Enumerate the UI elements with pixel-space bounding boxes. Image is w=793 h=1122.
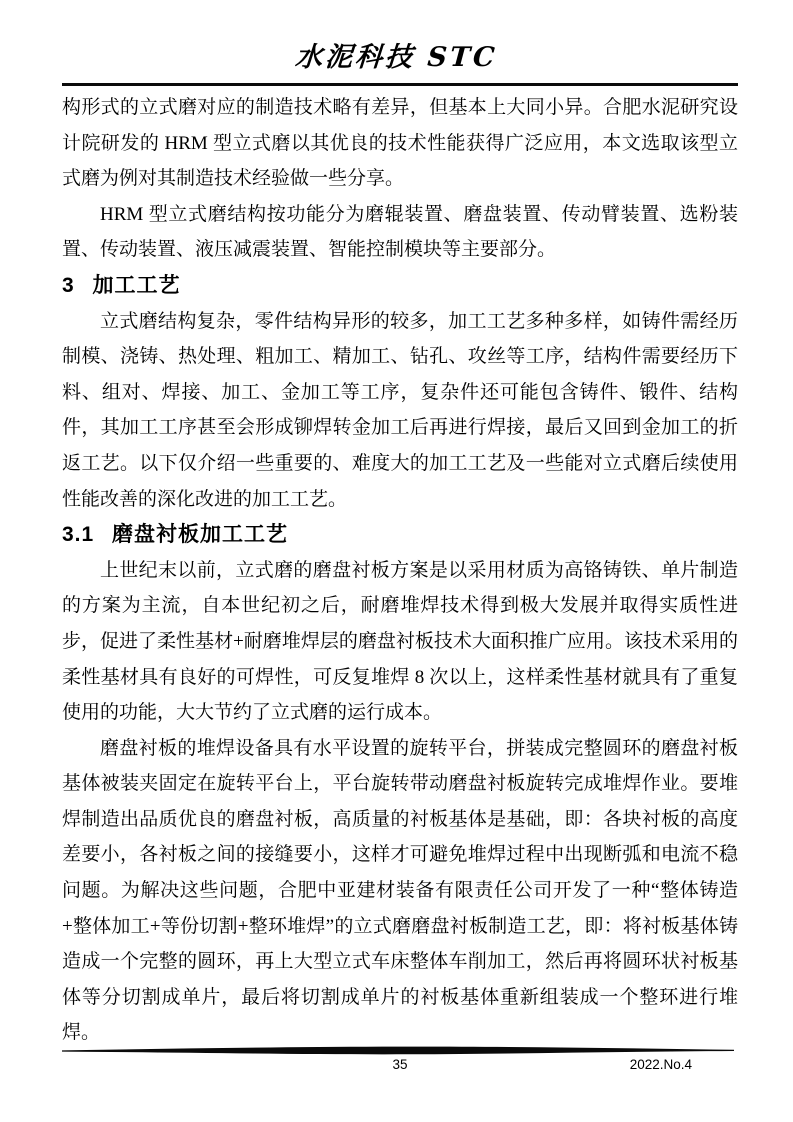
journal-title: 水泥科技 STC — [294, 42, 499, 73]
section-title: 磨盘衬板加工工艺 — [112, 523, 289, 547]
body-paragraph: 磨盘衬板的堆焊设备具有水平设置的旋转平台，拼装成完整圆环的磨盘衬板基体被装夹固定在旋转平台上，平台旋转带动磨盘衬板旋转完成堆焊作业。要堆焊制造出品质优良的磨盘衬板，高质量的衬板基体是基础，即：各块衬板的高度差要小，各衬板之间的接缝要小，这样才可避免堆焊过程中出现断弧和电流不稳问题。为解决这些问题，合肥中亚建材装备有限责任公司开发了一种“整体铸造+整体加工+等份切割+整环堆焊”的立式磨磨盘衬板制造工艺，即：将衬板基体铸造成一个完整的圆环，再上大型立式车床整体车削加工，然后再将圆环状衬板基体等分切割成单片，最后将切割成单片的衬板基体重新组装成一个整环进行堆焊。 — [62, 737, 738, 1044]
document-body — [62, 90, 738, 1051]
issue-number: 2022.No.4 — [629, 1057, 692, 1072]
body-paragraph: 上世纪末以前，立式磨的磨盘衬板方案是以采用材质为高铬铸铁、单片制造的方案为主流，自本世纪初之后，耐磨堆焊技术得到极大发展并取得实质性进步，促进了柔性基材+耐磨堆焊层的磨盘衬板技术大面积推广应用。该技术采用的柔性基材具有良好的可焊性，可反复堆焊 8 次以上，这样柔性基材就具有了重复使用的功能，大大节约了立式磨的运行成本。 — [62, 559, 738, 724]
footer-rule — [62, 1046, 734, 1056]
body-paragraph: HRM 型立式磨结构按功能分为磨辊装置、磨盘装置、传动臂装置、选粉装置、传动装置、液压减震装置、智能控制模块等主要部分。 — [62, 203, 738, 261]
body-paragraph-continued: 构形式的立式磨对应的制造技术略有差异，但基本上大同小异。合肥水泥研究设计院研发的 HRM 型立式磨以其优良的技术性能获得广泛应用，本文选取该型立式磨为例对其制造技术经验做一些分享。 — [62, 97, 738, 190]
header-rule — [62, 83, 738, 86]
section-heading-3-1 — [62, 517, 738, 553]
section-title: 加工工艺 — [92, 273, 181, 297]
section-number: 3.1 — [62, 523, 95, 547]
section-heading-3 — [62, 268, 738, 304]
page-header — [0, 0, 793, 74]
page-footer — [62, 1056, 738, 1076]
body-paragraph: 立式磨结构复杂，零件结构异形的较多，加工工艺多种多样，如铸件需经历制模、浇铸、热处理、粗加工、精加工、钻孔、攻丝等工序，结构件需要经历下料、组对、焊接、加工、金加工等工序，复杂件还可能包含铸件、锻件、结构件，其加工工序甚至会形成铆焊转金加工后再进行焊接，最后又回到金加工的折返工艺。以下仅介绍一些重要的、难度大的加工工艺及一些能对立式磨后续使用性能改善的深化改进的加工工艺。 — [62, 310, 738, 510]
page-number: 35 — [392, 1057, 408, 1072]
section-number: 3 — [62, 273, 75, 297]
